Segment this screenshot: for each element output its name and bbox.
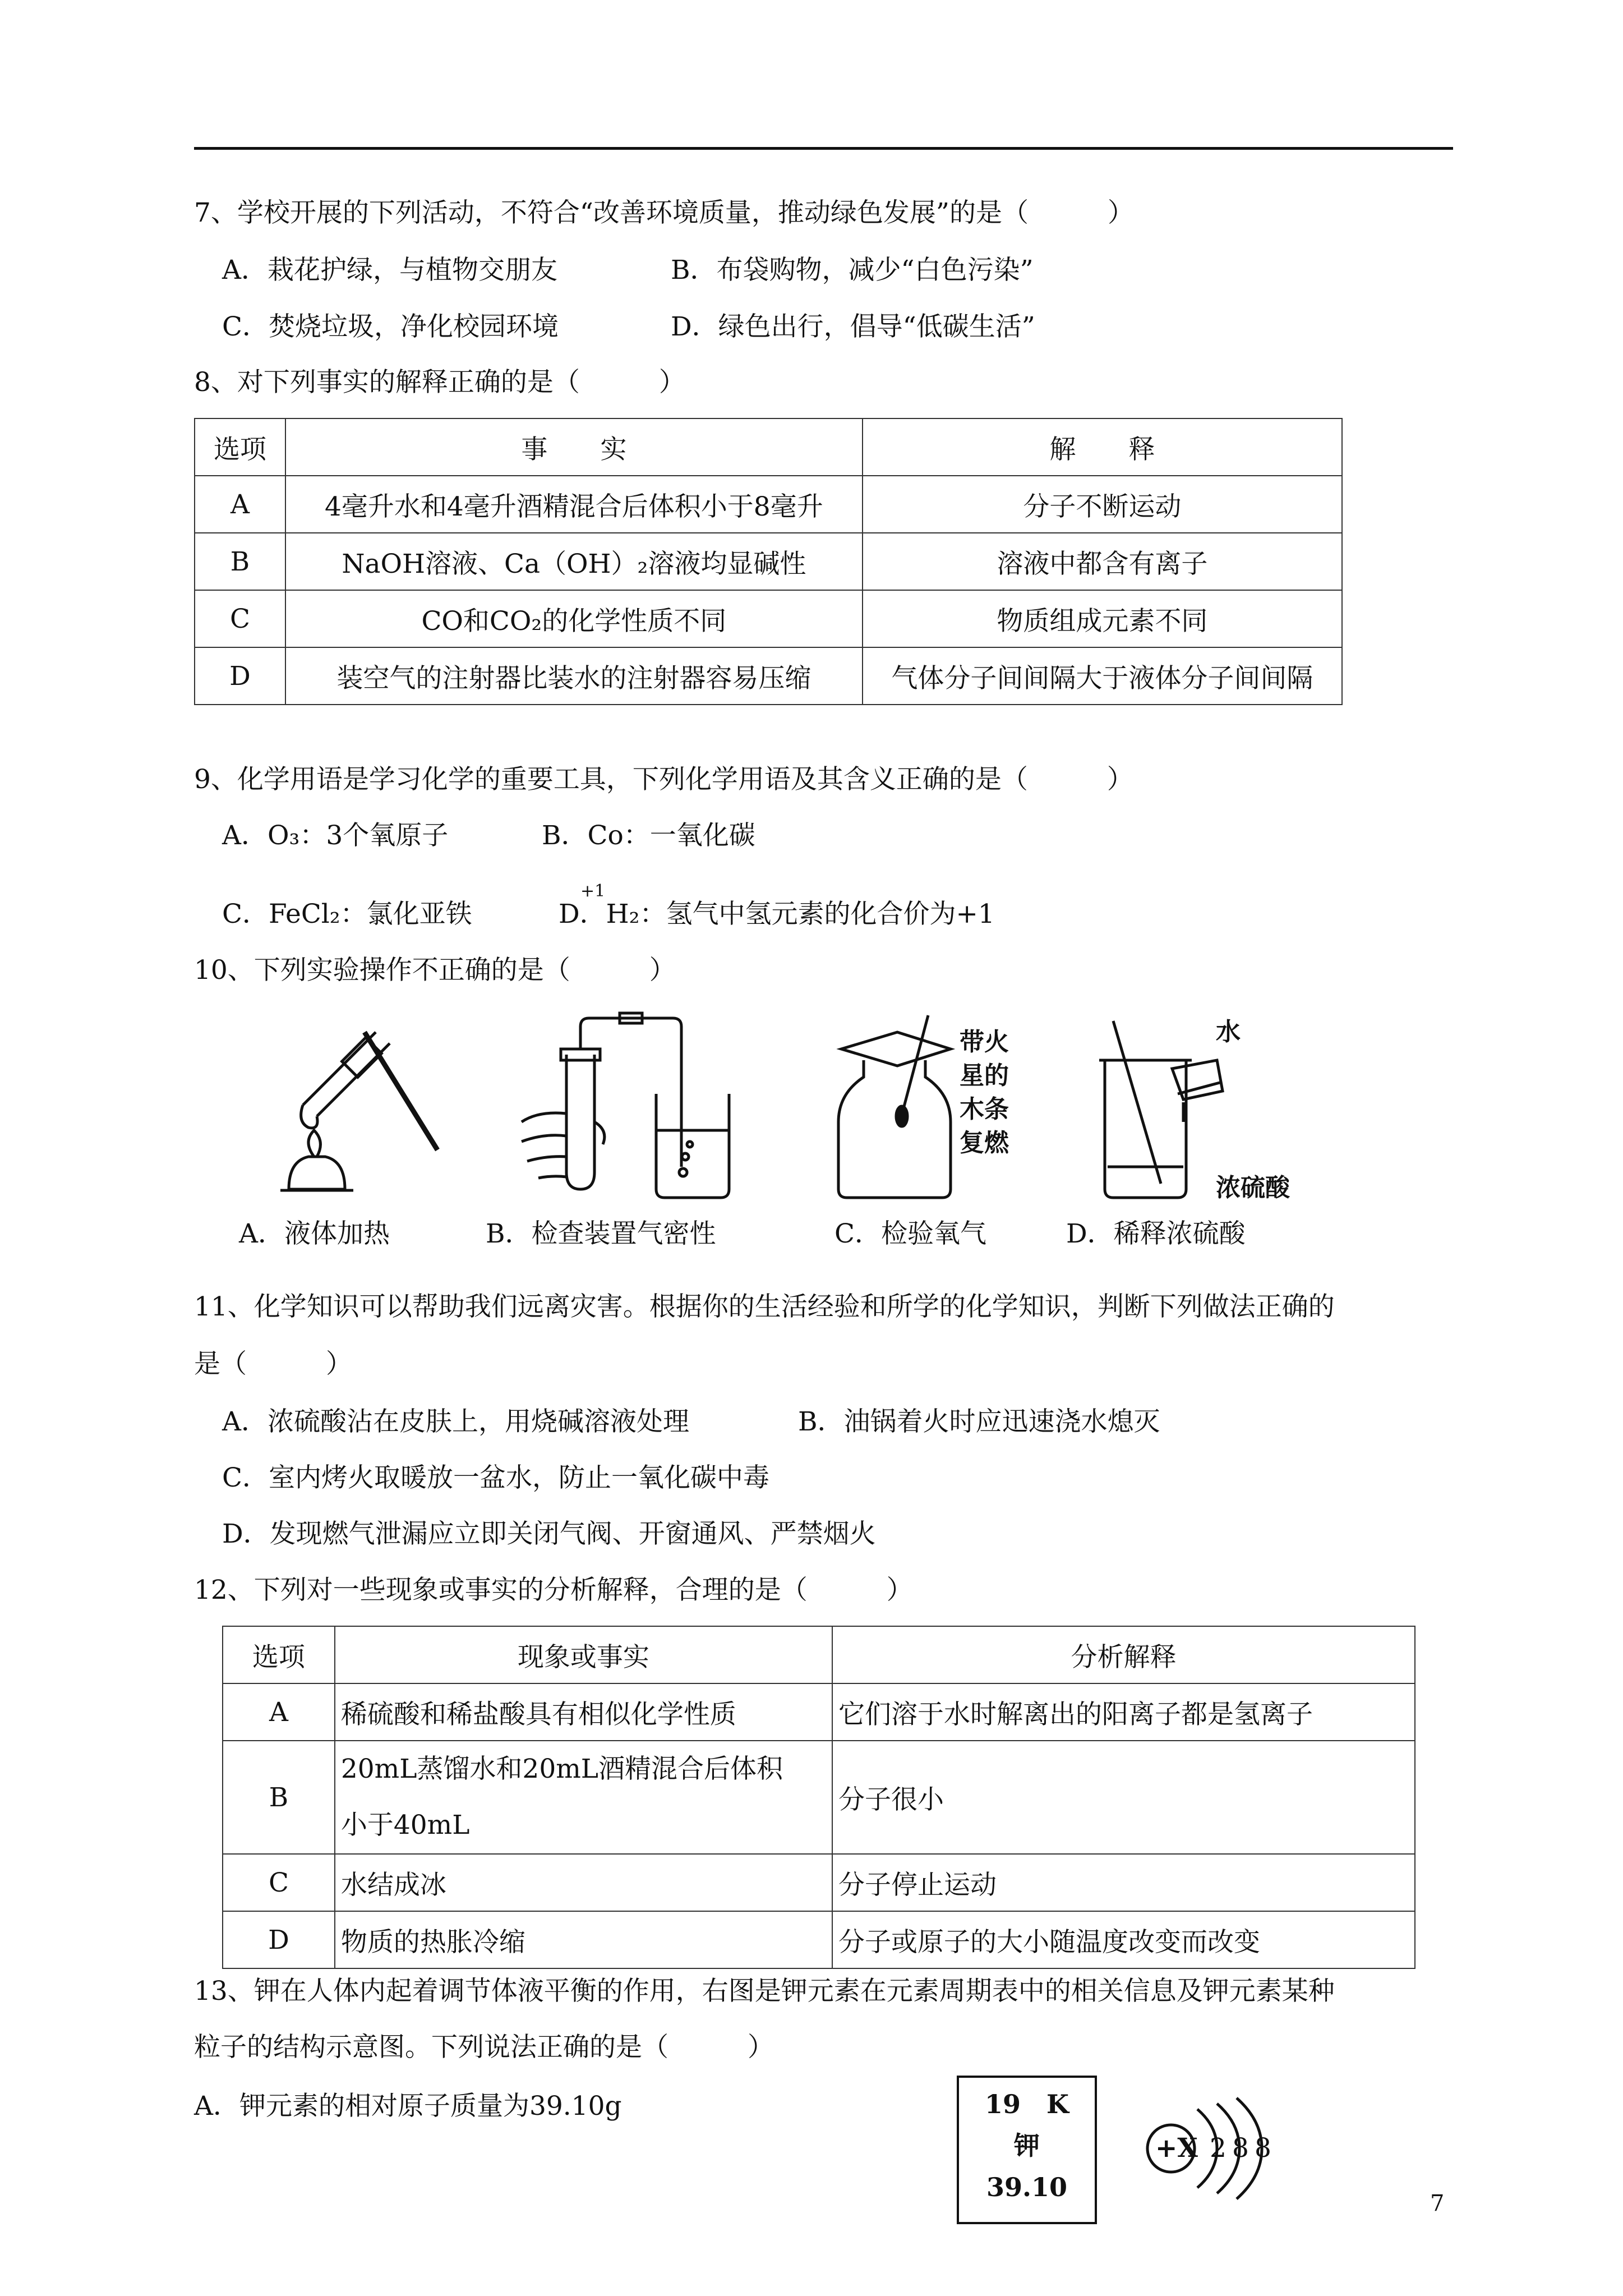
table-row [195, 533, 1342, 590]
q10-caption-b: B．检查装置气密性 [486, 1218, 716, 1249]
table-cell: A [195, 476, 285, 533]
table-cell: D [223, 1911, 335, 1968]
table-cell: 溶液中都含有离子 [863, 533, 1342, 590]
table-cell: 分子或原子的大小随温度改变而改变 [832, 1911, 1415, 1968]
figure-liquid-heating [236, 1010, 471, 1212]
q12-table [222, 1626, 1415, 1969]
figure-oxygen-test [830, 1010, 959, 1212]
element-mass: 39.10 [986, 2172, 1068, 2202]
q7-option-a: A．栽花护绿，与植物交朋友 [222, 255, 557, 286]
table-cell-line: 20mL蒸馏水和20mL酒精混合后体积 [340, 1754, 783, 1784]
q10-stem: 10、下列实验操作不正确的是（ ） [194, 955, 676, 986]
table-row [223, 1911, 1415, 1968]
q10-label-splint-4: 复燃 [960, 1129, 1009, 1157]
q7-option-b: B．布袋购物，减少“白色污染” [671, 255, 1034, 286]
table-header: 分析解释 [832, 1626, 1415, 1683]
element-name: 钾 [1014, 2131, 1040, 2161]
q9-option-d: D．H₂：氢气中氢元素的化合价为+1 [559, 899, 995, 930]
table-header: 选项 [223, 1626, 335, 1683]
q8-stem: 8、对下列事实的解释正确的是（ ） [194, 367, 685, 398]
periodic-table-cell-potassium [957, 2076, 1097, 2224]
table-cell: 装空气的注射器比装水的注射器容易压缩 [285, 647, 863, 705]
shell-2-electrons: 8 [1232, 2133, 1249, 2164]
q11-option-c: C．室内烤火取暖放一盆水，防止一氧化碳中毒 [222, 1462, 769, 1493]
q13-stem-line1: 13、钾在人体内起着调节体液平衡的作用，右图是钾元素在元素周期表中的相关信息及钾元素某种 [194, 1976, 1335, 2007]
q11-stem-line2: 是（ ） [194, 1349, 352, 1379]
shell-1-electrons: 2 [1210, 2133, 1227, 2164]
q10-caption-c: C．检验氧气 [834, 1218, 986, 1249]
q9-option-c: C．FeCl₂：氯化亚铁 [222, 899, 472, 930]
q9-valence-mark: +1 [580, 881, 606, 901]
element-number-symbol: 19 K [985, 2089, 1069, 2119]
q10-caption-a: A．液体加热 [239, 1218, 390, 1249]
table-cell: B [223, 1741, 335, 1854]
table-header: 选项 [195, 418, 285, 476]
table-row [195, 476, 1342, 533]
header-rule [194, 147, 1453, 150]
table-cell: C [195, 590, 285, 647]
table-row [223, 1683, 1415, 1741]
table-cell: D [195, 647, 285, 705]
table-row [195, 647, 1342, 705]
q8-table [194, 418, 1343, 705]
table-cell: 它们溶于水时解离出的阳离子都是氢离子 [832, 1683, 1415, 1741]
q10-label-water: 水 [1216, 1018, 1241, 1046]
table-cell: 稀硫酸和稀盐酸具有相似化学性质 [335, 1683, 832, 1741]
table-cell: NaOH溶液、Ca（OH）₂溶液均显碱性 [285, 533, 863, 590]
table-cell: C [223, 1854, 335, 1911]
table-cell: B [195, 533, 285, 590]
q9-option-b: B．Co：一氧化碳 [542, 820, 755, 851]
q7-option-c: C．焚烧垃圾，净化校园环境 [222, 311, 559, 342]
q10-label-splint-2: 星的 [960, 1061, 1009, 1090]
q10-caption-d: D．稀释浓硫酸 [1066, 1218, 1246, 1249]
shell-3-electrons: 8 [1255, 2133, 1271, 2164]
table-cell: A [223, 1683, 335, 1741]
table-header: 事 实 [285, 418, 863, 476]
q13-option-a: A．钾元素的相对原子质量为39.10g [194, 2091, 622, 2122]
table-cell [335, 1741, 832, 1854]
figure-airtightness-check [505, 1010, 785, 1212]
table-cell: 水结成冰 [335, 1854, 832, 1911]
table-cell: 分子停止运动 [832, 1854, 1415, 1911]
q13-stem-line2: 粒子的结构示意图。下列说法正确的是（ ） [194, 2032, 774, 2063]
q7-stem: 7、学校开展的下列活动，不符合“改善环境质量，推动绿色发展”的是（ ） [194, 197, 1134, 228]
table-row [223, 1741, 1415, 1854]
table-cell: 4毫升水和4毫升酒精混合后体积小于8毫升 [285, 476, 863, 533]
q9-option-a: A．O₃：3个氧原子 [222, 820, 449, 851]
table-cell: 物质组成元素不同 [863, 590, 1342, 647]
table-cell-line: 小于40mL [340, 1810, 470, 1841]
table-row [195, 590, 1342, 647]
q12-stem: 12、下列对一些现象或事实的分析解释，合理的是（ ） [194, 1575, 913, 1605]
table-cell: 分子不断运动 [863, 476, 1342, 533]
table-header: 解 释 [863, 418, 1342, 476]
page-number: 7 [1430, 2191, 1445, 2216]
table-cell: 分子很小 [832, 1741, 1415, 1854]
table-header-row [195, 418, 1342, 476]
table-cell: 气体分子间间隔大于液体分子间间隔 [863, 647, 1342, 705]
q11-stem-line1: 11、化学知识可以帮助我们远离灾害。根据你的生活经验和所学的化学知识，判断下列做法正确的 [194, 1291, 1335, 1322]
q11-option-b: B．油锅着火时应迅速浇水熄灭 [798, 1406, 1160, 1437]
table-cell: CO和CO₂的化学性质不同 [285, 590, 863, 647]
table-header: 现象或事实 [335, 1626, 832, 1683]
q11-option-d: D．发现燃气泄漏应立即关闭气阀、开窗通风、严禁烟火 [222, 1519, 876, 1549]
nucleus-charge: +X [1155, 2133, 1198, 2164]
q11-option-a: A．浓硫酸沾在皮肤上，用烧碱溶液处理 [222, 1406, 689, 1437]
table-header-row [223, 1626, 1415, 1683]
table-row [223, 1854, 1415, 1911]
q10-label-splint-3: 木条 [960, 1095, 1009, 1124]
q10-label-splint-1: 带火 [960, 1028, 1009, 1056]
q9-stem: 9、化学用语是学习化学的重要工具，下列化学用语及其含义正确的是（ ） [194, 764, 1133, 795]
q7-option-d: D．绿色出行，倡导“低碳生活” [671, 311, 1035, 342]
table-cell: 物质的热胀冷缩 [335, 1911, 832, 1968]
q10-label-acid: 浓硫酸 [1216, 1174, 1290, 1202]
